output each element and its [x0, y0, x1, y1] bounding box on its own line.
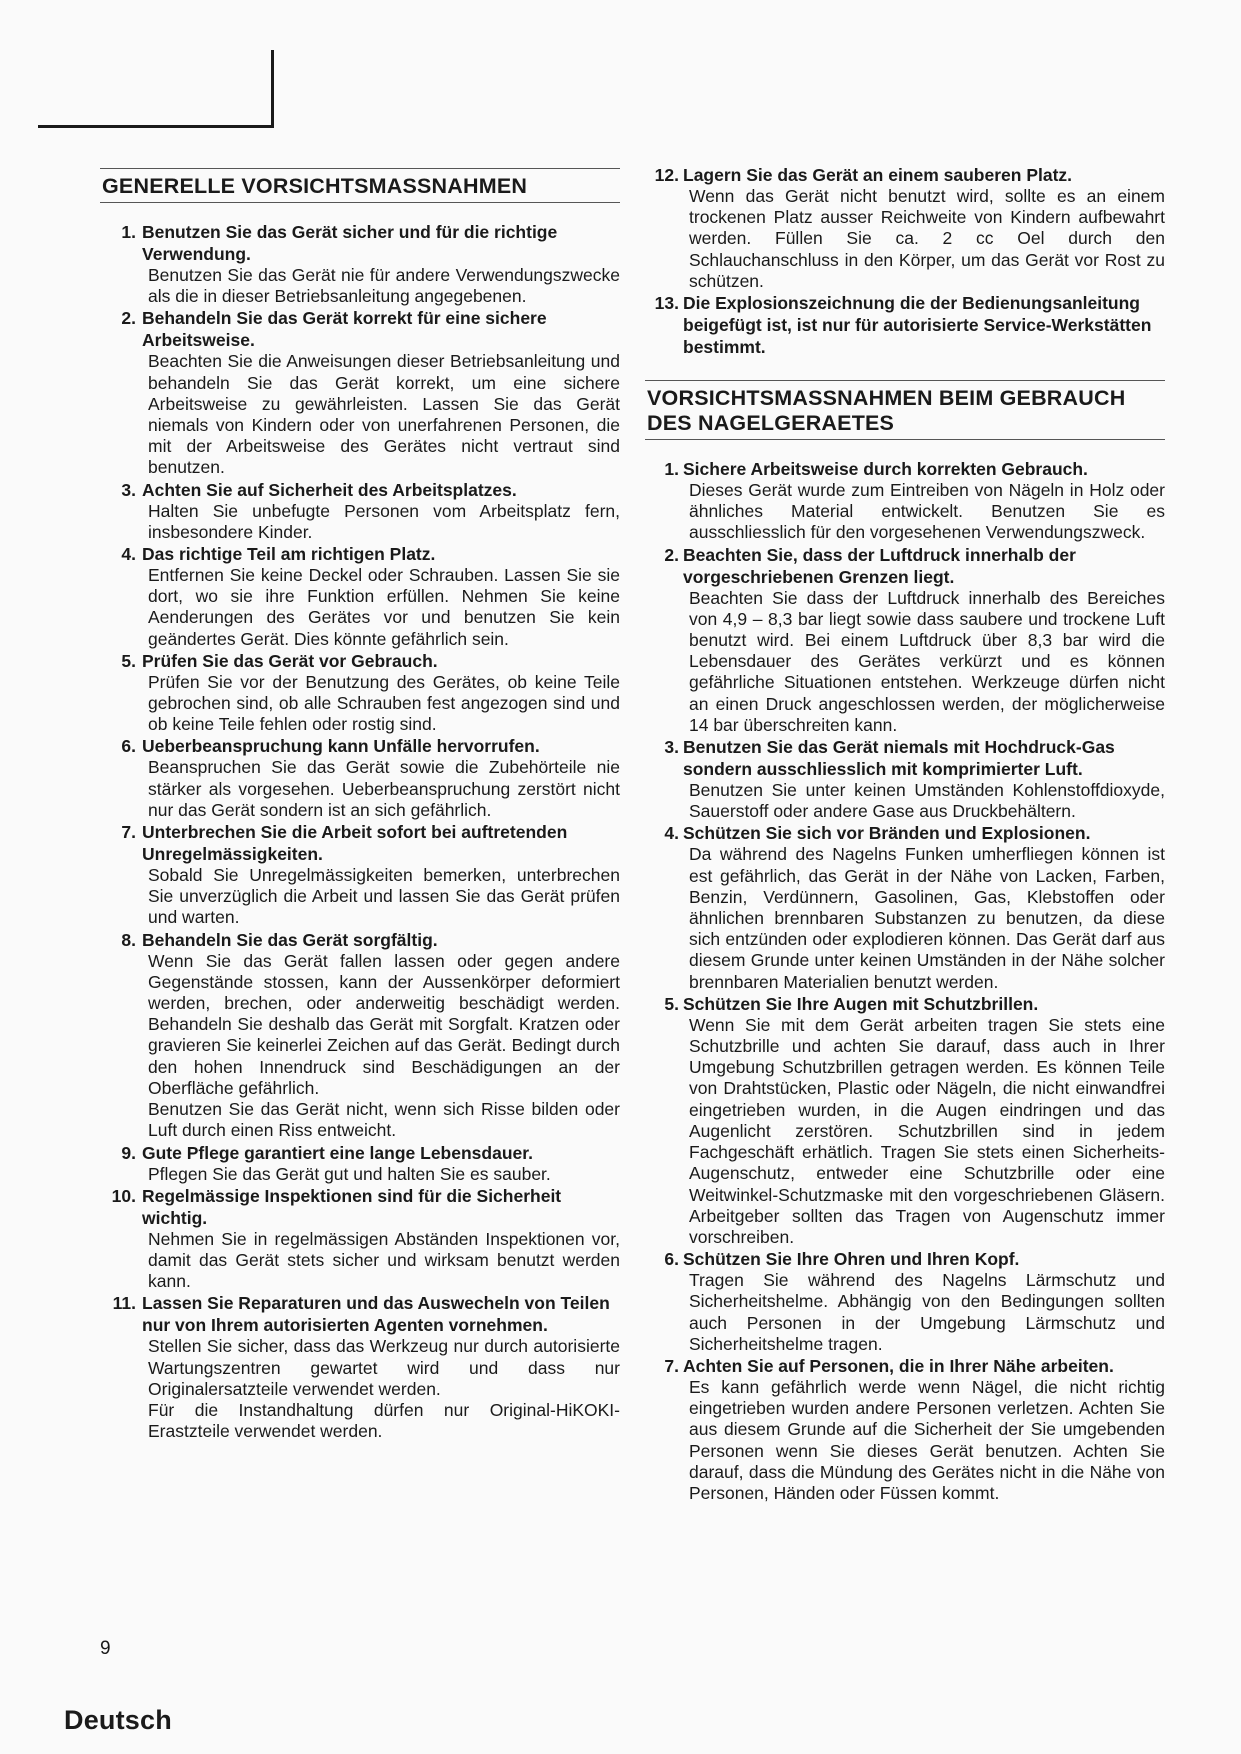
item-body: Benutzen Sie unter keinen Umständen Kohlenstoffdioxyde, Sauerstoff oder andere Gase aus Druckbehältern. — [689, 780, 1165, 822]
item-number: 10. — [111, 1185, 136, 1206]
item-number: 4. — [664, 823, 679, 844]
item-number: 1. — [121, 222, 136, 242]
item-body: Benutzen Sie das Gerät nicht, wenn sich Risse bilden oder Luft durch einen Riss entweicht. — [148, 1099, 620, 1141]
item-heading: Das richtige Teil am richtigen Platz. — [142, 544, 436, 565]
list-item — [100, 543, 620, 650]
list-item — [100, 929, 620, 1142]
item-heading: Lagern Sie das Gerät an einem sauberen Platz. — [683, 165, 1073, 185]
item-body: Entfernen Sie keine Deckel oder Schrauben. Lassen Sie sie dort, wo sie ihre Funktion erfüllen. Nehmen Sie keine Aenderungen des Gerätes vor und benutzen Sie kein geändertes Gerät. Dies könnte gefährlich sein. — [148, 565, 620, 649]
item-body: Benutzen Sie das Gerät nie für andere Verwendungszwecke als die in dieser Betriebsanleitung angegebenen. — [148, 265, 620, 307]
page-number: 9 — [100, 1638, 111, 1659]
list-item — [645, 164, 1165, 292]
general-precautions-list-continued — [645, 164, 1165, 358]
list-item — [645, 544, 1165, 736]
item-body: Wenn Sie mit dem Gerät arbeiten tragen Sie stets eine Schutzbrille und achten Sie darauf, dass auch in Ihrer Umgebung Schutzbrillen getragen werden. Es können Teile von Drahtstücken, Plastic oder Nägeln, die nicht einwandfrei eingetrieben wurden, in die Augen eindringen und das Augenlicht zerstören. Schutzbrillen sind in jedem Fachgeschäft erhätlich. Tragen Sie stets einen Sicherheits-Augenschutz, entweder eine Schutzbrille oder eine Weitwinkel-Schutzmaske mit den vorgeschriebenen Gläsern. Arbeitgeber sollten das Tragen von Augenschutz immer vorschreiben. — [689, 1014, 1165, 1247]
item-number: 4. — [121, 544, 136, 565]
item-heading: Schützen Sie Ihre Augen mit Schutzbrillen. — [683, 993, 1039, 1014]
list-item — [645, 993, 1165, 1248]
item-body: Stellen Sie sicher, dass das Werkzeug nur durch autorisierte Wartungszentren gewartet wird und dass nur Originalersatzteile verwendet werden. — [148, 1336, 620, 1399]
item-number: 11. — [112, 1293, 136, 1314]
item-number: 12. — [654, 165, 679, 185]
item-heading: Benutzen Sie das Gerät niemals mit Hochdruck-Gas sondern ausschliesslich mit komprimierter Luft. — [683, 737, 1115, 780]
item-body: Halten Sie unbefugte Personen vom Arbeitsplatz fern, insbesondere Kinder. — [148, 500, 620, 542]
section-title-nailer: VORSICHTSMASSNAHMEN BEIM GEBRAUCH DES NAGELGERAETES — [645, 380, 1165, 440]
list-item — [100, 821, 620, 929]
section-title-general: GENERELLE VORSICHTSMASSNAHMEN — [100, 168, 620, 203]
left-column — [100, 168, 620, 1442]
item-heading: Sichere Arbeitsweise durch korrekten Gebrauch. — [683, 459, 1088, 480]
list-item — [645, 292, 1165, 358]
list-item — [645, 736, 1165, 822]
item-body: Wenn Sie das Gerät fallen lassen oder gegen andere Gegenstände stossen, kann der Aussenkörper deformiert werden, brechen, oder anderweitig beschädigt werden. Behandeln Sie deshalb das Gerät mit Sorgfalt. Kratzen oder gravieren Sie keinerlei Zeichen auf das Gerät. Bedingt durch den hohen Innendruck sind Beschädigungen an der Oberfläche gefährlich. — [148, 950, 620, 1098]
item-body: Pflegen Sie das Gerät gut und halten Sie es sauber. — [148, 1163, 551, 1184]
list-item — [100, 1142, 620, 1185]
item-body: Dieses Gerät wurde zum Eintreiben von Nägeln in Holz oder ähnliches Material entwickelt. Benutzen Sie es ausschliesslich für den vorgesehenen Verwendungszweck. — [689, 480, 1165, 543]
item-body: Sobald Sie Unregelmässigkeiten bemerken, unterbrechen Sie unverzüglich die Arbeit und lassen Sie das Gerät prüfen und warten. — [148, 865, 620, 928]
item-heading: Regelmässige Inspektionen sind für die Sicherheit wichtig. — [142, 1185, 562, 1228]
item-heading: Gute Pflege garantiert eine lange Lebensdauer. — [142, 1142, 533, 1163]
item-heading: Schützen Sie Ihre Ohren und Ihren Kopf. — [683, 1249, 1020, 1270]
item-heading: Lassen Sie Reparaturen und das Auswecheln von Teilen nur von Ihrem autorisierten Agenten vornehmen. — [142, 1293, 610, 1336]
item-body: Prüfen Sie vor der Benutzung des Gerätes, ob keine Teile gebrochen sind, ob alle Schrauben fest angezogen sind und ob keine Teile fehlen oder rostig sind. — [148, 671, 620, 735]
item-number: 2. — [664, 544, 679, 565]
item-body: Beachten Sie die Anweisungen dieser Betriebsanleitung und behandeln Sie das Gerät korrekt, um eine sichere Arbeitsweise zu gewährleisten. Lassen Sie das Gerät niemals von Kindern oder von unerfahrenen Personen, die mit der Arbeitsweise des Gerätes nicht vertraut sind benutzen. — [148, 351, 620, 478]
general-precautions-list — [100, 221, 620, 1442]
item-number: 3. — [664, 737, 679, 758]
language-label: Deutsch — [64, 1705, 172, 1735]
list-item — [100, 1292, 620, 1442]
item-heading: Ueberbeanspruchung kann Unfälle hervorrufen. — [142, 736, 540, 757]
item-number: 3. — [121, 479, 136, 500]
list-item — [100, 221, 620, 307]
nailer-precautions-list — [645, 458, 1165, 1504]
item-number: 5. — [121, 650, 136, 671]
item-number: 8. — [121, 929, 136, 950]
item-number: 7. — [121, 822, 136, 843]
item-heading: Benutzen Sie das Gerät sicher und für die richtige Verwendung. — [142, 222, 558, 264]
item-heading: Beachten Sie, dass der Luftdruck innerhalb der vorgeschriebenen Grenzen liegt. — [683, 544, 1076, 587]
item-number: 5. — [664, 993, 679, 1014]
item-number: 6. — [664, 1249, 679, 1270]
item-heading: Achten Sie auf Sicherheit des Arbeitsplatzes. — [142, 479, 517, 500]
list-item — [645, 458, 1165, 544]
list-item — [100, 1185, 620, 1293]
item-heading: Die Explosionszeichnung die der Bedienungsanleitung beigefügt ist, ist nur für autorisierte Service-Werkstätten bestimmt. — [683, 293, 1152, 358]
item-body: Tragen Sie während des Nagelns Lärmschutz und Sicherheitshelme. Abhängig von den Bedingungen sollten auch Personen in der Umgebung Lärmschutz und Sicherheitshelme tragen. — [689, 1270, 1165, 1354]
item-body: Beachten Sie dass der Luftdruck innerhalb des Bereiches von 4,9 – 8,3 bar liegt sowie dass saubere und trockene Luft benutzt wird. Bei einem Luftdruck über 8,3 bar wird die Lebensdauer des Gerätes verkürzt und es können gefährliche Situationen entstehen. Werkzeuge dürfen nicht an einen Druck angeschlossen werden, der möglicherweise 14 bar überschreiten kann. — [689, 587, 1165, 735]
item-heading: Schützen Sie sich vor Bränden und Explosionen. — [683, 823, 1091, 844]
item-body: Beanspruchen Sie das Gerät sowie die Zubehörteile nie stärker als vorgesehen. Ueberbeanspruchung zerstört nicht nur das Gerät sondern ist an sich gefährlich. — [148, 757, 620, 820]
item-body: Da während des Nagelns Funken umherfliegen können ist est gefährlich, das Gerät in der Nähe von Lacken, Farben, Benzin, Verdünnern, Gasolinen, Gas, Klebstoffen oder ähnlichen brennbaren Substanzen zu benutzen, da diese sich entzünden oder explodieren können. Das Gerät darf aus diesem Grunde unter keinen Umständen in der Nähe solcher brennbaren Materialien benutzt werden. — [689, 844, 1165, 992]
item-number: 7. — [664, 1355, 679, 1376]
item-number: 13. — [654, 293, 679, 314]
item-heading: Unterbrechen Sie die Arbeit sofort bei auftretenden Unregelmässigkeiten. — [142, 822, 568, 865]
item-body: Für die Instandhaltung dürfen nur Original-HiKOKI-Erastzteile verwendet werden. — [148, 1399, 620, 1442]
list-item — [100, 307, 620, 478]
list-item — [645, 822, 1165, 992]
item-number: 1. — [664, 459, 679, 480]
list-item — [100, 735, 620, 821]
list-item — [100, 479, 620, 543]
item-body: Wenn das Gerät nicht benutzt wird, sollte es an einem trockenen Platz ausser Reichweite von Kindern aufbewahrt werden. Füllen Sie ca. 2 cc Oel durch den Schlauchanschluss in den Körper, um das Gerät vor Rost zu schützen. — [689, 186, 1165, 291]
item-body: Es kann gefährlich werde wenn Nägel, die nicht richtig eingetrieben wurden andere Personen verletzen. Achten Sie aus diesem Grunde auf die Sicherheit der Sie umgebenden Personen wenn Sie dieses Gerät benutzen. Achten Sie darauf, dass die Mündung des Gerätes nicht in die Nähe von Personen, Händen oder Füssen kommt. — [689, 1376, 1165, 1503]
item-heading: Prüfen Sie das Gerät vor Gebrauch. — [142, 650, 438, 671]
item-body: Nehmen Sie in regelmässigen Abständen Inspektionen vor, damit das Gerät stets sicher und wirksam benutzt werden kann. — [148, 1228, 620, 1292]
list-item — [645, 1248, 1165, 1355]
item-number: 9. — [121, 1142, 136, 1163]
list-item — [100, 650, 620, 736]
item-heading: Achten Sie auf Personen, die in Ihrer Nähe arbeiten. — [683, 1355, 1114, 1376]
item-number: 2. — [121, 308, 136, 329]
list-item — [645, 1355, 1165, 1504]
right-column — [645, 164, 1165, 1504]
item-heading: Behandeln Sie das Gerät korrekt für eine sichere Arbeitsweise. — [142, 308, 547, 351]
language-tab — [38, 50, 274, 128]
item-heading: Behandeln Sie das Gerät sorgfältig. — [142, 929, 438, 950]
item-number: 6. — [121, 736, 136, 757]
